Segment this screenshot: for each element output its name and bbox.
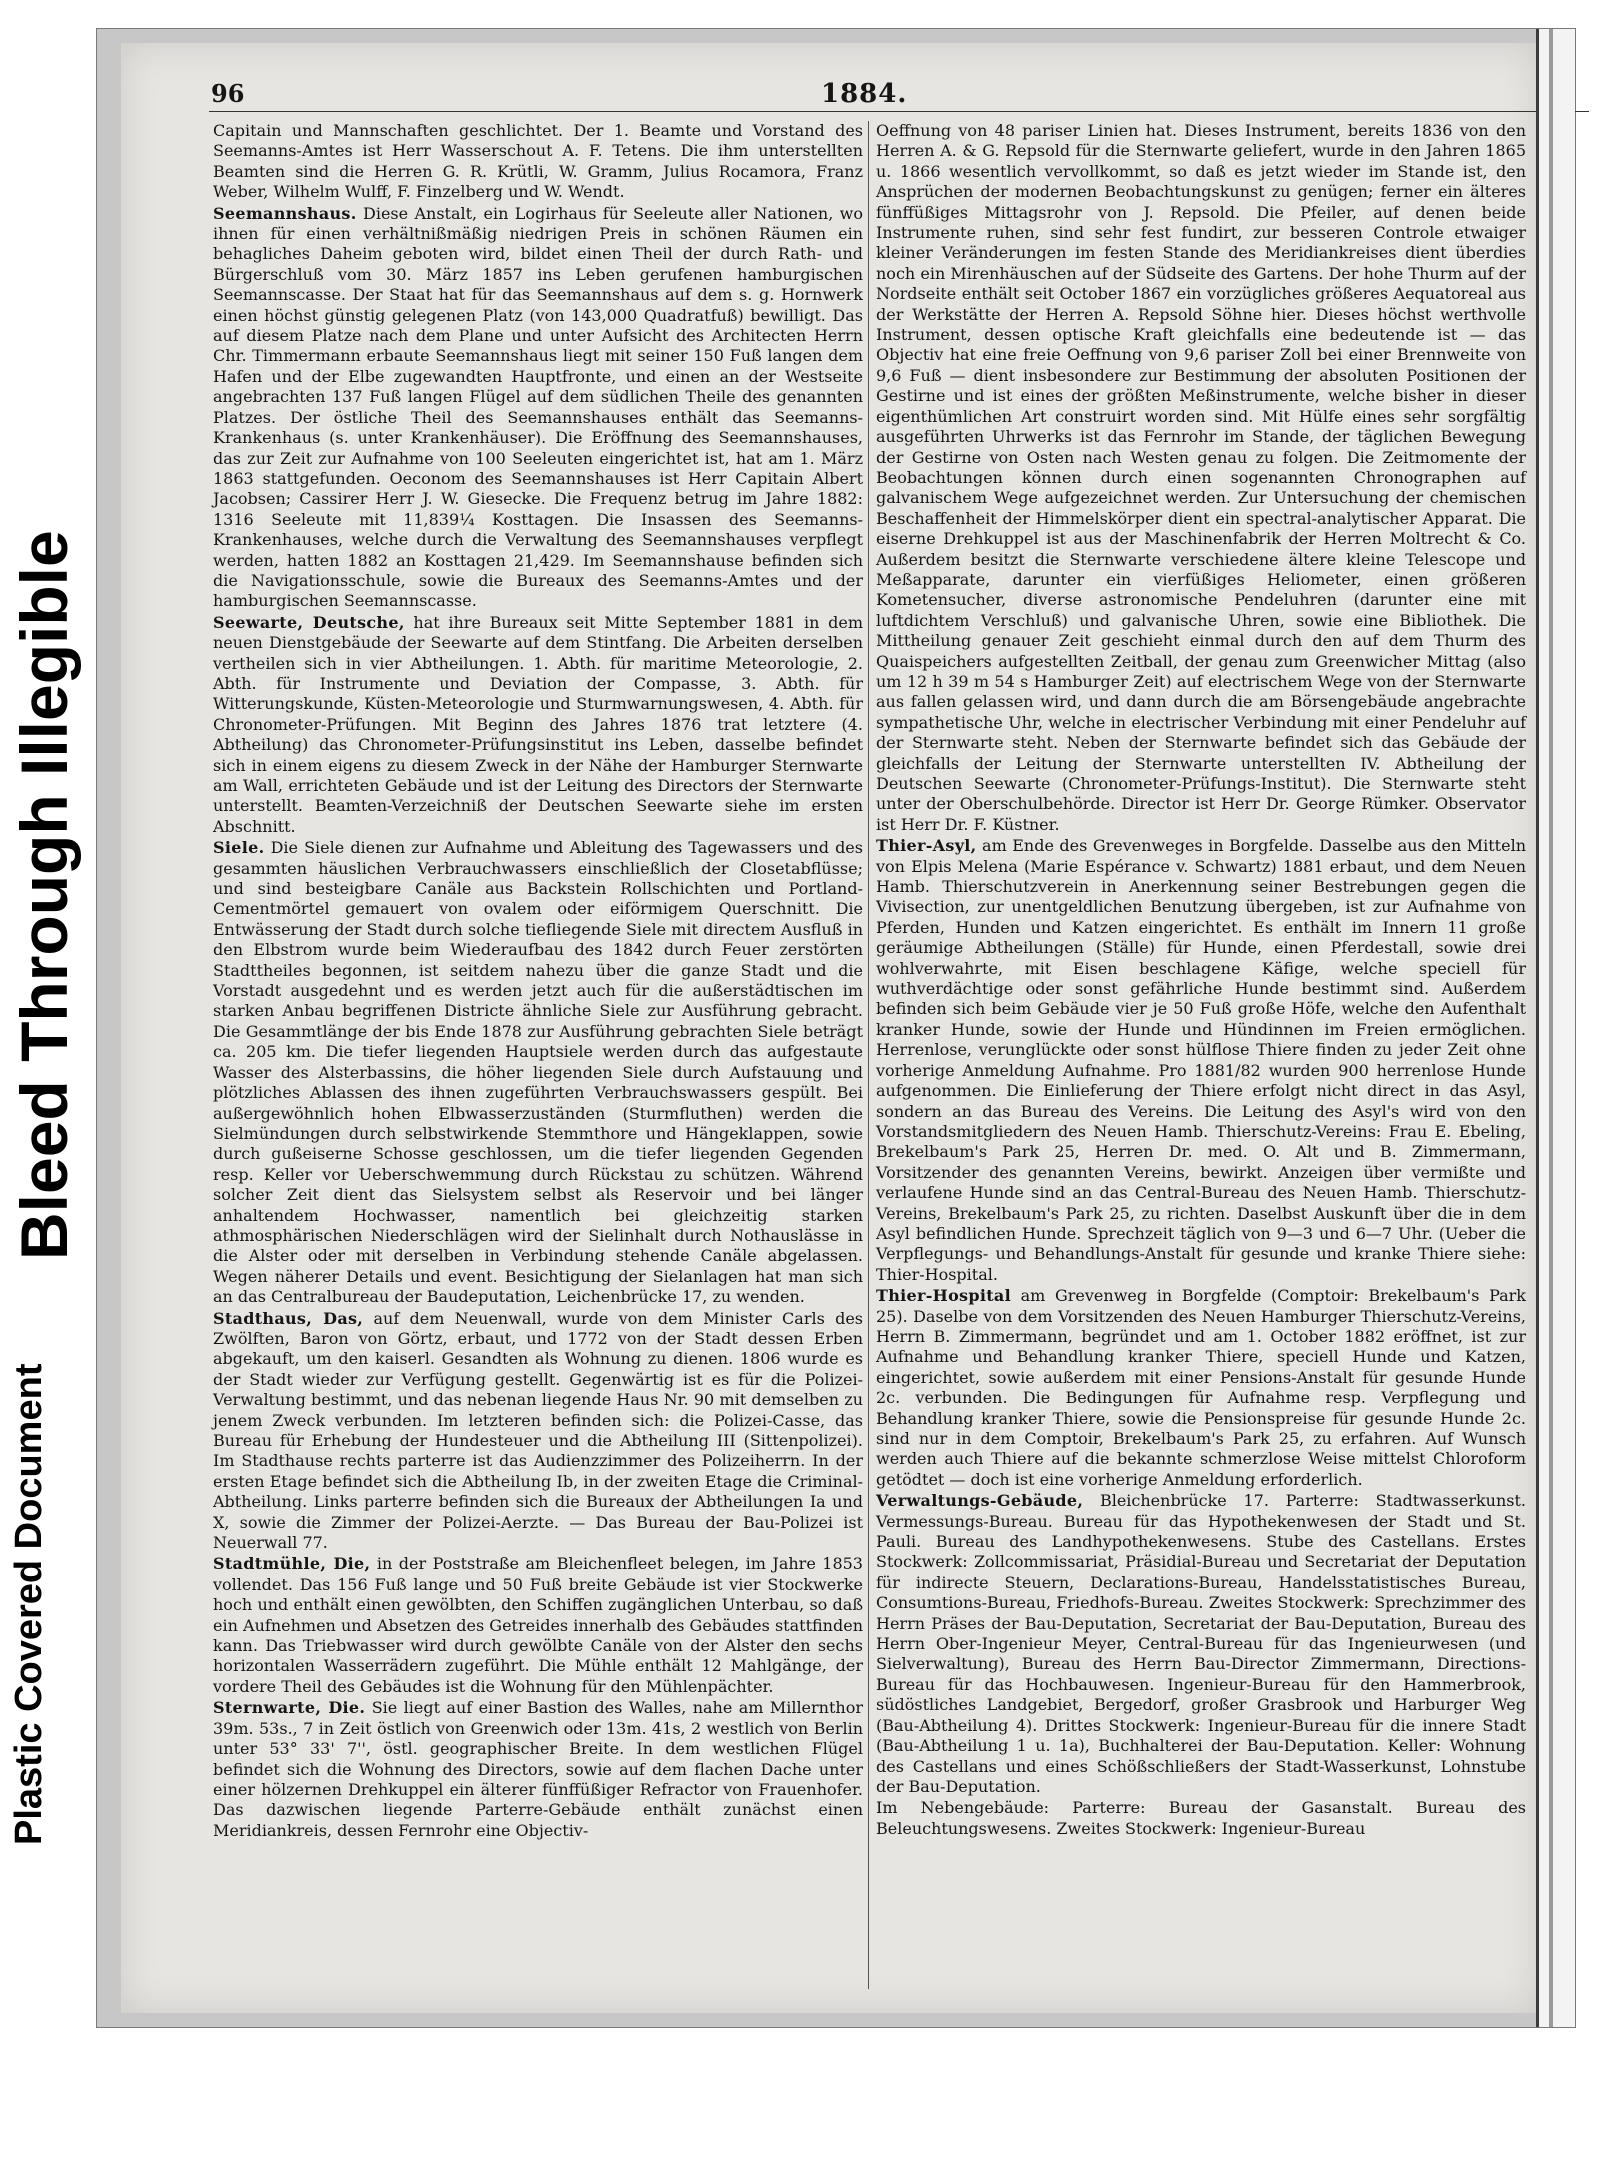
entry-head: Verwaltungs-Gebäude, xyxy=(876,1491,1084,1511)
entry-text: Bleichenbrücke 17. Parterre: Stadtwasserkunst. Vermessungs-Bureau. Bureau für das Hypothekenwesen der Stadt und St. Pauli. Bureau des Landhypothekenwesens. Stube des Castellans. Erstes Stockwerk: Zollcommissariat, Präsidial-Bureau und Secretariat der Deputation für indirecte Steuern, Declarations-Bureau, Handelsstatistisches Bureau, Consumtions-Bureau, Friedhofs-Bureau. Zweites Stockwerk: Sprechzimmer des Herrn Präses der Bau-Deputation, Secretariat der Bau-Deputation, Bureau des Herrn Ober-Ingenieur Meyer, Central-Bureau für das Ingenieurwesen (und Sielverwaltung), Bureau des Herrn Bau-Director Zimmermann, Directions-Bureau für das Hochbauwesen. Ingenieur-Bureau für den Hammerbrook, südöstliches Landgebiet, Bergedorf, großer Grasbrook und Harburger Weg (Bau-Abtheilung 4). Drittes Stockwerk: Ingenieur-Bureau für die innere Stadt (Bau-Abtheilung 1 u. 1a), Buchhalterei der Bau-Deputation. Keller: Wohnung des Castellans und eines Schößschließers der Stadt-Wasserkunst, Lohnstube der Bau-Deputation. xyxy=(876,1491,1526,1796)
scanned-page xyxy=(96,28,1576,2028)
entry-paragraph xyxy=(213,1554,863,1697)
entry-paragraph xyxy=(876,1286,1526,1490)
left-column xyxy=(213,121,863,1841)
entry-paragraph xyxy=(213,204,863,612)
entry-paragraph xyxy=(876,1798,1526,1839)
right-column xyxy=(876,121,1526,1839)
entry-head: Thier-Asyl, xyxy=(876,836,977,856)
page-header xyxy=(121,43,1539,109)
entry-text: auf dem Neuenwall, wurde von dem Minister Carls des Zwölften, Baron von Görtz, erbaut, und 1772 von der Stadt dessen Erben abgekauft, um den kaiserl. Gesandten als Wohnung zu dienen. 1806 wurde es der Stadt wieder zur Verfügung gestellt. Gegenwärtig ist es für die Polizei-Verwaltung bestimmt, und das nebenan liegende Haus Nr. 90 mit demselben zu jenem Zweck verbunden. Im letzteren befinden sich: die Polizei-Casse, das Bureau für Erhebung der Hundesteuer und die Abtheilung III (Sittenpolizei). Im Stadthause rechts parterre ist das Audienzzimmer des Polizeiherrn. In der ersten Etage befindet sich die Abtheilung Ib, in der zweiten Etage die Criminal-Abtheilung. Links parterre befinden sich die Bureaux der Abtheilungen Ia und X, sowie die Zimmer der Polizei-Aerzte. — Das Bureau der Bau-Polizei ist Neuerwall 77. xyxy=(213,1308,863,1553)
entry-paragraph xyxy=(213,613,863,837)
entry-paragraph xyxy=(876,836,1526,1285)
entry-text: hat ihre Bureaux seit Mitte September 1881 in dem neuen Dienstgebäude der Seewarte auf dem Stintfang. Die Arbeiten derselben vertheilen sich in vier Abtheilungen. 1. Abth. für maritime Meteorologie, 2. Abth. für Instrumente und Deviation der Compasse, 3. Abth. für Witterungskunde, Küsten-Meteorologie und Sturmwarnungswesen, 4. Abth. für Chronometer-Prüfungen. Mit Beginn des Jahres 1876 trat letztere (4. Abtheilung) das Chronometer-Prüfungsinstitut ins Leben, dasselbe befindet sich in einem eigens zu diesem Zweck in der Nähe der Hamburger Sternwarte am Wall, errichteten Gebäude und ist der Leitung des Directors der Sternwarte unterstellt. Beamten-Verzeichniß der Deutschen Seewarte siehe im ersten Abschnitt. xyxy=(213,612,863,836)
entry-head: Stadtmühle, Die, xyxy=(213,1554,371,1574)
entry-text: Capitain und Mannschaften geschlichtet. Der 1. Beamte und Vorstand des Seemanns-Amtes ist Herr Wasserschout A. F. Tetens. Die ihm unterstellten Beamten sind die Herren G. R. Krütli, W. Gramm, Julius Rocamora, Franz Weber, Wilhelm Wulff, F. Finzelberg und W. Wendt. xyxy=(213,121,863,202)
entry-text: Diese Anstalt, ein Logirhaus für Seeleute aller Nationen, wo ihnen für einen verhältnißmäßig niedrigen Preis in schönen Räumen ein behagliches Daheim geboten wird, bildet einen Theil der durch Rath- und Bürgerschluß vom 30. März 1857 ins Leben gerufenen hamburgischen Seemannscasse. Der Staat hat für das Seemannshaus auf dem s. g. Hornwerk einen höchst günstig gelegenen Platz (von 143,000 Quadratfuß) bewilligt. Das auf diesem Platze nach dem Plane und unter Aufsicht des Architecten Herrn Chr. Timmermann erbaute Seemannshaus liegt mit seiner 150 Fuß langen dem Hafen und der Elbe zugewandten Hauptfronte, und einen an der Westseite angebrachten 137 Fuß langen Flügel auf dem südlichen Theile des genannten Platzes. Der östliche Theil des Seemannshauses enthält das Seemanns-Krankenhaus (s. unter Krankenhäuser). Die Eröffnung des Seemannshauses, das zur Zeit zur Aufnahme von 100 Seeleuten eingerichtet ist, hat am 1. März 1863 stattgefunden. Oeconom des Seemannshauses ist Herr Capitain Albert Jacobsen; Cassirer Herr J. W. Giesecke. Die Frequenz betrug im Jahre 1882: 1316 Seeleute mit 11,839¼ Kosttagen. Die Insassen des Seemanns-Krankenhauses, welche durch die Verwaltung des Seemannshauses verpflegt werden, hatten 1882 an Kosttagen 21,429. Im Seemannshause befinden sich die Navigationsschule, sowie die Bureaux des Seemanns-Amtes und der hamburgischen Seemannscasse. xyxy=(213,203,863,611)
entry-head: Siele. xyxy=(213,838,265,858)
entry-paragraph xyxy=(876,1491,1526,1797)
entry-paragraph xyxy=(876,121,1526,835)
entry-text: am Ende des Grevenweges in Borgfelde. Dasselbe aus den Mitteln von Elpis Melena (Marie Espérance v. Schwartz) 1881 erbaut, und dem Neuen Hamb. Thierschutzverein in Anerkennung seiner Bestrebungen gegen die Vivisection, zur unentgeldlichen Benutzung übergeben, ist zur Aufnahme von Pferden, Hunden und Katzen eingerichtet. Es enthält im Innern 11 große geräumige Abtheilungen (Ställe) für Hunde, einen Pferdestall, sowie drei wohlverwahrte, mit Eisen beschlagene Käfige, welche speciell für wuthverdächtige oder sonst gefährliche Hunde bestimmt sind. Außerdem befinden sich beim Gebäude vier je 50 Fuß große Höfe, welche den Aufenthalt kranker Hunde, sowie der Hunde und Hündinnen im Freien ermöglichen. Herrenlose, verunglückte oder sonst hülflose Thiere finden zu jeder Zeit ohne vorherige Anmeldung Aufnahme. Pro 1881/82 wurden 900 herrenlose Hunde aufgenommen. Die Einlieferung der Thiere erfolgt nicht direct in das Asyl, sondern an das Bureau des Vereins. Die Leitung des Asyl's wird von den Vorstandsmitgliedern des Neuen Hamb. Thierschutz-Vereins: Frau E. Ebeling, Brekelbaum's Park 25, Herren Dr. med. O. Alt und B. Zimmermann, Vorsitzender des genannten Vereins, bewirkt. Anzeigen über vermißte und verlaufene Hunde sind an das Central-Bureau des Neuen Hamb. Thierschutz-Vereins, Brekelbaum's Park 25, zu richten. Daselbst Auskunft über die in dem Asyl befindlichen Hunde. Sprechzeit täglich von 9—3 und 6—7 Uhr. (Ueber die Verpflegungs- und Behandlungs-Anstalt für gesunde und kranke Thiere siehe: Thier-Hospital. xyxy=(876,836,1527,1284)
header-rule xyxy=(209,111,1589,112)
entry-paragraph xyxy=(213,838,863,1307)
bleed-through-label: Bleed Through Illegible xyxy=(7,530,81,1260)
entry-head: Sternwarte, Die. xyxy=(213,1698,366,1718)
column-divider xyxy=(868,121,869,1989)
entry-text: Sie liegt auf einer Bastion des Walles, nahe am Millernthor 39m. 53s., 7 in Zeit östlich von Greenwich oder 13m. 41s, 2 westlich von Berlin unter 53° 33' 7'', östl. geographischer Breite. In dem westlichen Flügel befindet sich die Wohnung des Directors, sowie auf dem flachen Dache unter einer hölzernen Drehkuppel ein älterer fünffüßiger Refractor von Frauenhofer. Das dazwischen liegende Parterre-Gebäude enthält zunächst einen Meridiankreis, dessen Fernrohr eine Objectiv- xyxy=(213,1698,863,1840)
entry-text: in der Poststraße am Bleichenfleet belegen, im Jahre 1853 vollendet. Das 156 Fuß lange und 50 Fuß breite Gebäude ist vier Stockwerke hoch und enthält einen gewölbten, den Schiffen zugänglichen Unterbau, so daß ein Aufnehmen und Absetzen des Getreides innerhalb des Gebäudes stattfinden kann. Das Triebwasser wird durch gewölbte Canäle von der Alster den sechs horizontalen Wasserrädern zugeführt. Die Mühle enthält 12 Mahlgänge, der vordere Theil des Gebäudes ist die Wohnung für den Mühlenpächter. xyxy=(213,1554,863,1696)
paper-sheet xyxy=(121,43,1539,2013)
page-number: 96 xyxy=(211,79,245,108)
entry-text: Im Nebengebäude: Parterre: Bureau der Gasanstalt. Bureau des Beleuchtungswesens. Zweites Stockwerk: Ingenieur-Bureau xyxy=(876,1798,1526,1838)
entry-head: Stadthaus, Das, xyxy=(213,1308,364,1328)
entry-text: Oeffnung von 48 pariser Linien hat. Dieses Instrument, bereits 1836 von den Herren A. & G. Repsold für die Sternwarte geliefert, wurde in den Jahren 1865 u. 1866 wesentlich vervollkommt, so daß es jetzt wieder im Stande ist, den Ansprüchen der modernen Beobachtungskunst zu genügen; ferner ein älteres fünffüßiges Mittagsrohr von J. Repsold. Die Pfeiler, auf denen beide Instrumente ruhen, sind sehr fest fundirt, zur besseren Controle etwaiger kleiner Veränderungen im festen Stande des Meridiankreises dient überdies noch ein Mirenhäuschen auf der Südseite des Gartens. Der hohe Thurm auf der Nordseite enthält seit October 1867 ein vorzügliches größeres Aequatoreal aus der Werkstätte der Herren A. Repsold Söhne hier. Dieses höchst werthvolle Instrument, dessen optische Kraft gleichfalls eine bedeutende ist — das Objectiv hat eine freie Oeffnung von 9,6 pariser Zoll bei einer Brennweite von 9,6 Fuß — dient insbesondere zur Bestimmung der absoluten Positionen der Gestirne und ist eines der größten Meßinstrumente, welche bisher in dieser eigenthümlichen Art construirt worden sind. Mit Hülfe eines sehr sorgfältig ausgeführten Uhrwerks ist das Fernrohr im Stande, der täglichen Bewegung der Gestirne von Osten nach Westen genau zu folgen. Die Zeitmomente der Beobachtungen können durch einen sogenannten Chronographen auf galvanischem Wege aufgezeichnet werden. Zur Untersuchung der chemischen Beschaffenheit der Himmelskörper dient ein spectral-analytischer Apparat. Die eiserne Drehkuppel ist aus der Maschinenfabrik der Herren Moltrecht & Co. Außerdem besitzt die Sternwarte verschiedene ältere kleine Telescope und Meßapparate, darunter ein vierfüßiges Heliometer, einen größeren Kometensucher, diverse astronomische Pendeluhren (darunter eine mit luftdichtem Verschluß) und galvanische Uhren, sowie eine Bibliothek. Die Mittheilung genauer Zeit geschieht einmal durch den auf dem Thurm des Quaispeichers aufgestellten Zeitball, der genau zum Greenwicher Mittag (also um 12 h 39 m 54 s Hamburger Zeit) auf electrischem Wege von der Sternwarte aus fallen gelassen wird, und dann durch die am Börsengebäude angebrachte sympathetische Uhr, welche in electrischer Verbindung mit einer Pendeluhr auf der Sternwarte steht. Neben der Sternwarte befindet sich das Gebäude der gleichfalls der Leitung der Sternwarte unterstellten IV. Abtheilung der Deutschen Seewarte (Chronometer-Prüfungs-Institut). Die Sternwarte steht unter der Oberschulbehörde. Director ist Herr Dr. George Rümker. Observator ist Herr Dr. F. Küstner. xyxy=(876,121,1526,834)
page-year: 1884. xyxy=(821,79,908,109)
page-edge xyxy=(1536,29,1575,2027)
entry-paragraph xyxy=(213,1698,863,1841)
plastic-covered-label: Plastic Covered Document xyxy=(8,1363,50,1845)
entry-text: am Grevenweg in Borgfelde (Comptoir: Brekelbaum's Park 25). Daselbe von dem Vorsitzenden des Neuen Hamburger Thierschutz-Vereins, Herrn B. Zimmermann, begründet und am 1. October 1882 eröffnet, ist zur Aufnahme und Behandlung kranker Thiere, speciell Hunde und Katzen, eingerichtet, sowie außerdem mit einer Pensions-Anstalt für gesunde Hunde 2c. verbunden. Die Bedingungen für Aufnahme resp. Verpflegung und Behandlung kranker Thiere, sowie die Pensionspreise für gesunde Hunde 2c. sind nur in dem Comptoir, Brekelbaum's Park 25, zu erfahren. Auf Wunsch werden auch Thiere auf die bekannte schmerzlose Weise mittelst Chloroform getödtet — doch ist eine vorherige Anmeldung erforderlich. xyxy=(876,1286,1526,1489)
entry-head: Thier-Hospital xyxy=(876,1286,1011,1306)
entry-head: Seemannshaus. xyxy=(213,203,357,223)
entry-paragraph xyxy=(213,121,863,203)
entry-text: Die Siele dienen zur Aufnahme und Ableitung des Tagewassers und des gesammten häuslichen Verbrauchwassers einschließlich der Closetabflüsse; und sind besteigbare Canäle aus Backstein Rollschichten und Portland-Cementmörtel gemauert von ovalem oder eiförmigem Querschnitt. Die Entwässerung der Stadt durch solche tiefliegende Siele mit directem Ausfluß in den Elbstrom wurde beim Wiederaufbau des 1842 durch Feuer zerstörten Stadttheiles begonnen, ist seitdem nahezu über die ganze Stadt und die Vorstadt ausgedehnt und es werden jetzt auch für die außerstädtischen im starken Anbau begriffenen Districte ähnliche Siele zur Ausführung gebracht. Die Gesammtlänge der bis Ende 1878 zur Ausführung gebrachten Siele beträgt ca. 205 km. Die tiefer liegenden Hauptsiele werden durch das aufgestaute Wasser des Alsterbassins, die höher liegenden Siele durch Aufstauung und plötzliches Ablassen des ihnen zugeführten Verbrauchswassers gespült. Bei außergewöhnlich hohen Elbwasserzuständen (Sturmfluthen) werden die Sielmündungen durch selbstwirkende Stemmthore und Hängeklappen, sowie durch gußeiserne Schosse geschlossen, um die tiefer liegenden Gegenden resp. Keller vor Ueberschwemmung durch Rückstau zu schützen. Während solcher Zeit dient das Sielsystem selbst als Reservoir und bei länger anhaltendem Hochwasser, namentlich bei gleichzeitig starken athmosphärischen Niederschlägen wird der Sielinhalt durch Nothauslässe in die Alster oder mit derselben in Verbindung stehende Canäle abgelassen. Wegen näherer Details und event. Besichtigung der Sielanlagen hat man sich an das Centralbureau der Baudeputation, Leichenbrücke 17, zu wenden. xyxy=(213,838,863,1307)
scanner-stamp xyxy=(0,0,90,2177)
entry-paragraph xyxy=(213,1309,863,1554)
entry-head: Seewarte, Deutsche, xyxy=(213,612,405,632)
